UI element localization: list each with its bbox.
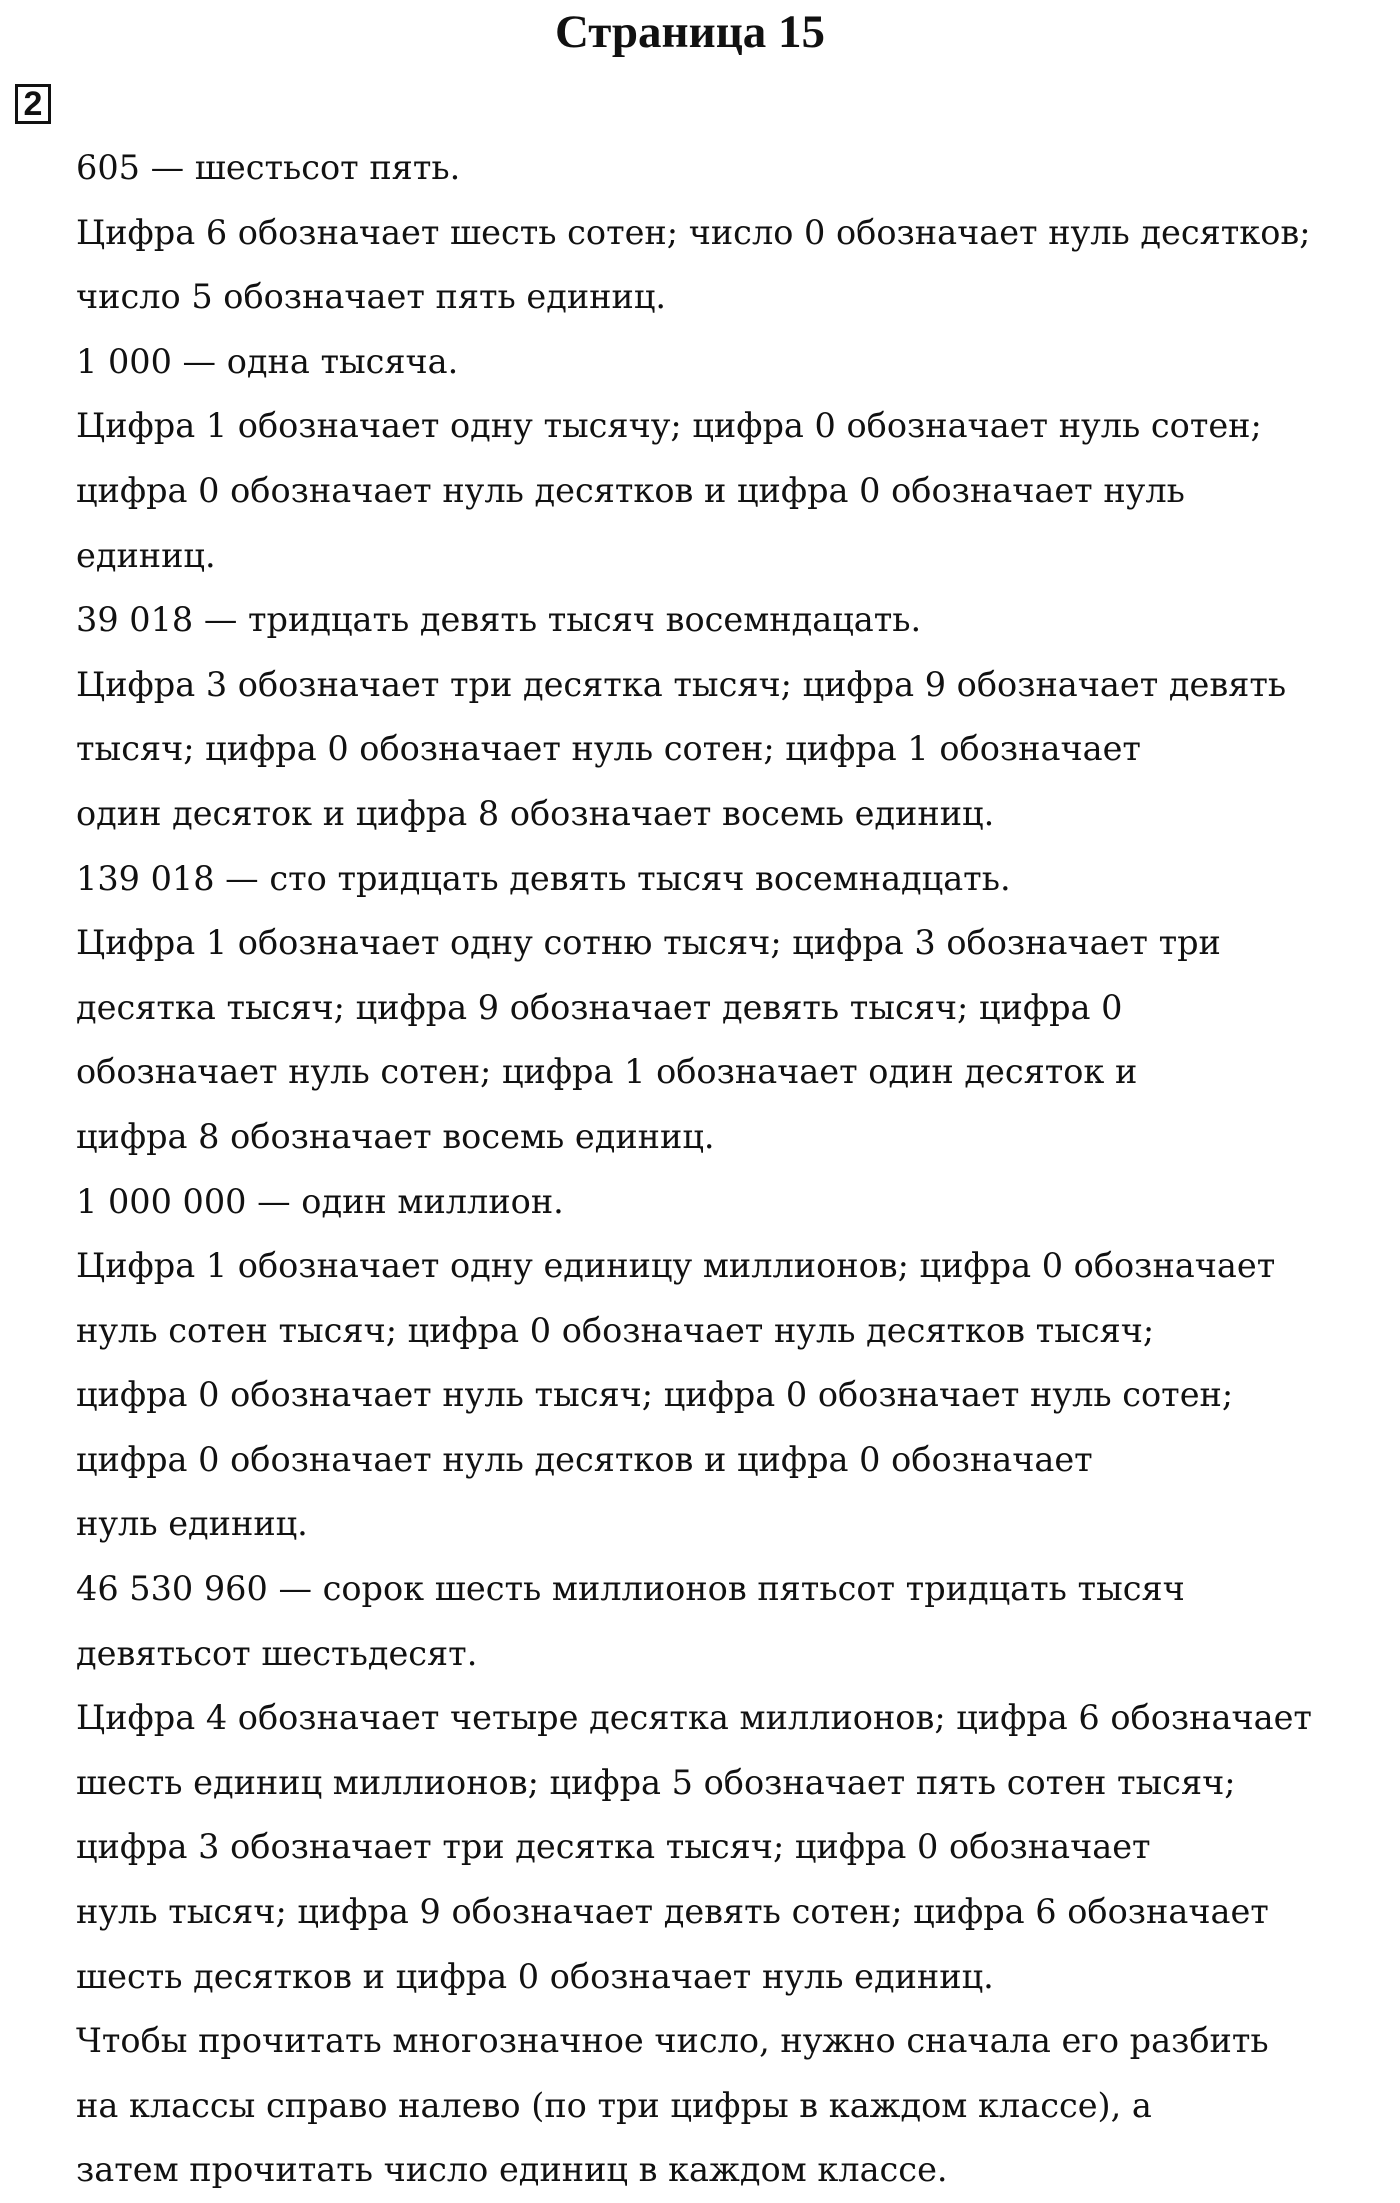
text-line: 39 018 — тридцать девять тысяч восемндацать. xyxy=(76,600,922,640)
text-line: цифра 0 обозначает нуль десятков и цифра 0 обозначает нуль xyxy=(76,470,1185,510)
page-title: Страница 15 xyxy=(554,6,826,58)
answer-text xyxy=(76,136,1396,2203)
text-line: 139 018 — сто тридцать девять тысяч восемнадцать. xyxy=(76,858,1011,898)
task-number-badge: 2 xyxy=(15,84,51,124)
text-line: тысяч; цифра 0 обозначает нуль сотен; цифра 1 обозначает xyxy=(76,729,1141,769)
text-line: шесть единиц миллионов; цифра 5 обозначает пять сотен тысяч; xyxy=(76,1762,1236,1802)
text-line: Цифра 3 обозначает три десятка тысяч; цифра 9 обозначает девять xyxy=(76,664,1287,704)
text-line: 46 530 960 — сорок шесть миллионов пятьсот тридцать тысяч xyxy=(76,1569,1185,1609)
text-line: нуль единиц. xyxy=(76,1504,308,1544)
text-line: Чтобы прочитать многозначное число, нужно сначала его разбить xyxy=(76,2021,1269,2061)
text-line: один десяток и цифра 8 обозначает восемь единиц. xyxy=(76,793,995,833)
text-line: девятьсот шестьдесят. xyxy=(76,1633,478,1673)
text-line: нуль сотен тысяч; цифра 0 обозначает нуль десятков тысяч; xyxy=(76,1310,1155,1350)
text-line: шесть десятков и цифра 0 обозначает нуль единиц. xyxy=(76,1956,994,1996)
text-line: 1 000 000 — один миллион. xyxy=(76,1181,564,1221)
text-line: обозначает нуль сотен; цифра 1 обозначает один десяток и xyxy=(76,1052,1138,1092)
text-line: Цифра 1 обозначает одну единицу миллионов; цифра 0 обозначает xyxy=(76,1246,1276,1286)
text-line: Цифра 1 обозначает одну тысячу; цифра 0 обозначает нуль сотен; xyxy=(76,406,1262,446)
text-line: цифра 0 обозначает нуль тысяч; цифра 0 обозначает нуль сотен; xyxy=(76,1375,1234,1415)
text-line: цифра 8 обозначает восемь единиц. xyxy=(76,1116,715,1156)
text-line: десятка тысяч; цифра 9 обозначает девять тысяч; цифра 0 xyxy=(76,987,1123,1027)
text-line: число 5 обозначает пять единиц. xyxy=(76,277,667,317)
text-line: 1 000 — одна тысяча. xyxy=(76,341,459,381)
text-line: затем прочитать число единиц в каждом классе. xyxy=(76,2150,948,2190)
text-line: Цифра 1 обозначает одну сотню тысяч; цифра 3 обозначает три xyxy=(76,923,1221,963)
text-line: 605 — шестьсот пять. xyxy=(76,148,461,187)
text-line: Цифра 4 обозначает четыре десятка миллионов; цифра 6 обозначает xyxy=(76,1698,1312,1738)
text-line: единиц. xyxy=(76,535,216,575)
text-line: цифра 3 обозначает три десятка тысяч; цифра 0 обозначает xyxy=(76,1827,1151,1867)
text-line: Цифра 6 обозначает шесть сотен; число 0 обозначает нуль десятков; xyxy=(76,212,1311,252)
text-line: нуль тысяч; цифра 9 обозначает девять сотен; цифра 6 обозначает xyxy=(76,1892,1269,1932)
text-line: на классы справо налево (по три цифры в каждом классе), а xyxy=(76,2085,1152,2125)
text-line: цифра 0 обозначает нуль десятков и цифра 0 обозначает xyxy=(76,1439,1093,1479)
